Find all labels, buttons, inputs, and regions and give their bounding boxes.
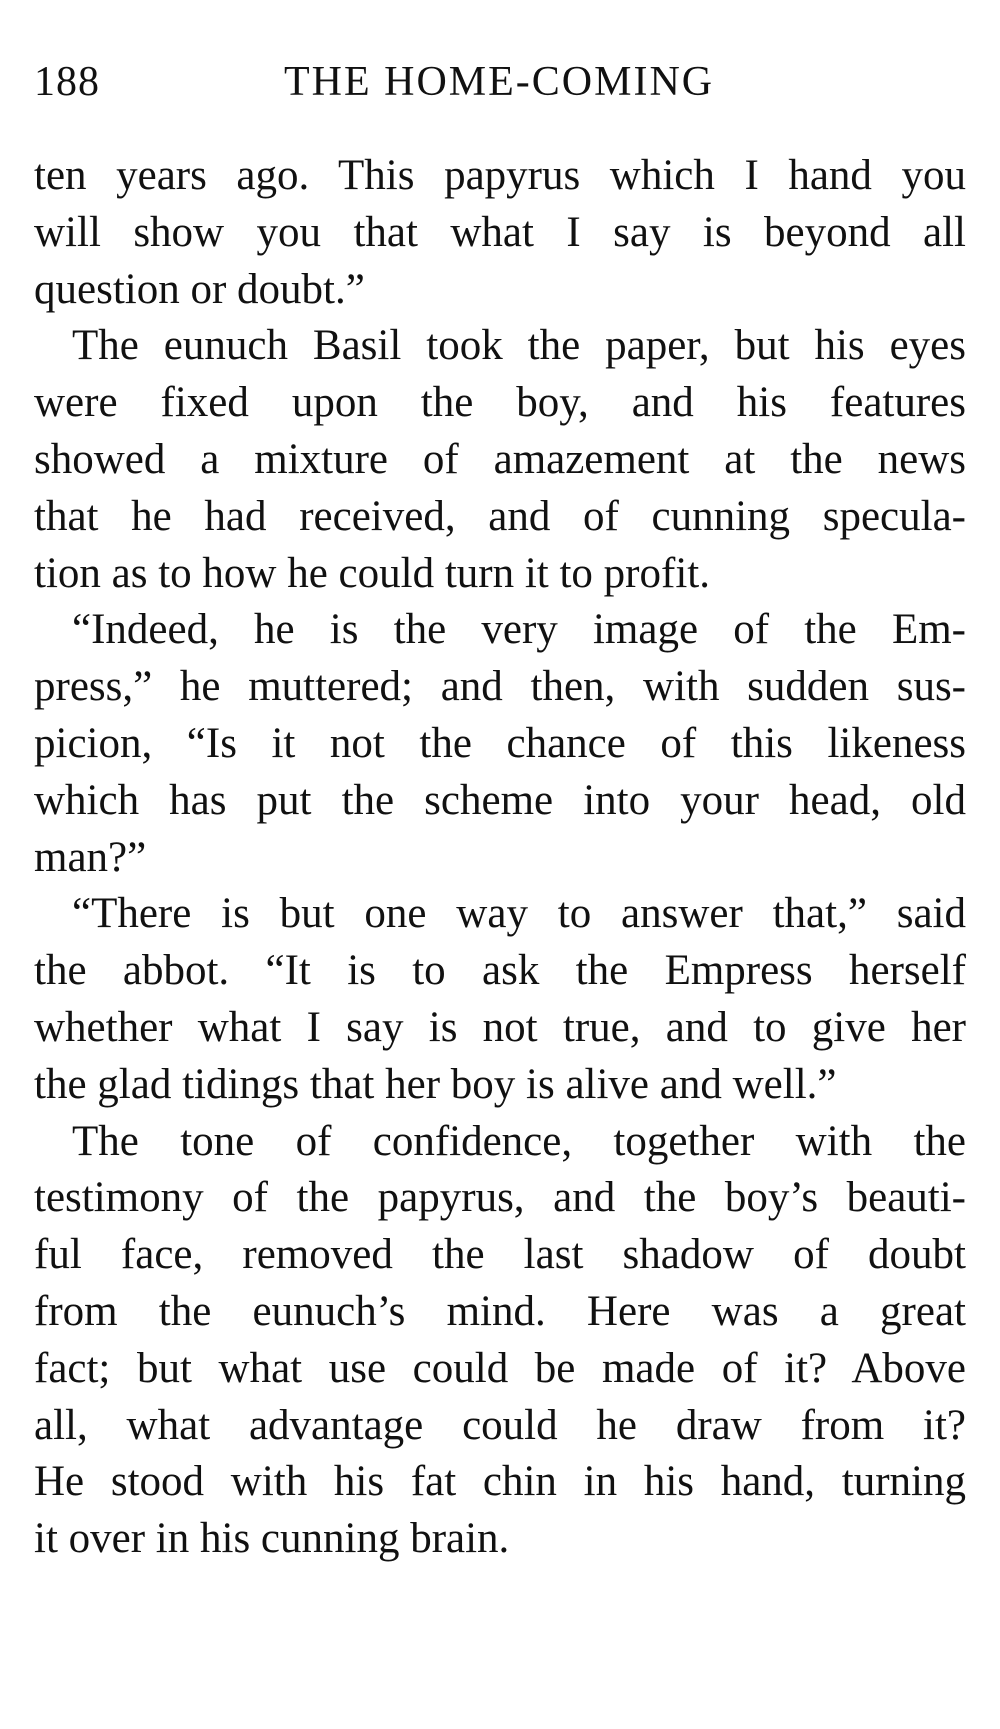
text-line: question or doubt.”: [34, 265, 365, 313]
paragraph-first-line: The eunuch Basil took the paper, but his eyes: [72, 322, 966, 370]
body-text: [34, 148, 966, 1568]
text-line: fact; but what use could be made of it? Above: [34, 1344, 966, 1392]
text-line: whether what I say is not true, and to give her: [34, 1003, 966, 1051]
paragraph-first-line: “Indeed, he is the very image of the Em-: [72, 606, 966, 654]
text-line: man?”: [34, 833, 147, 881]
paragraph-first-line: The tone of confidence, together with the: [72, 1117, 966, 1165]
text-line: the glad tidings that her boy is alive and well.”: [34, 1060, 837, 1108]
text-line: ful face, removed the last shadow of doubt: [34, 1231, 966, 1279]
running-title: THE HOME-COMING: [284, 59, 715, 105]
text-line: that he had received, and of cunning specula-: [34, 492, 966, 540]
text-line: testimony of the papyrus, and the boy’s beauti-: [34, 1174, 966, 1222]
text-line: it over in his cunning brain.: [34, 1515, 510, 1563]
paragraph-first-line: “There is but one way to answer that,” said: [72, 890, 966, 938]
text-line: from the eunuch’s mind. Here was a great: [34, 1287, 966, 1335]
text-line: which has put the scheme into your head, old: [34, 776, 966, 824]
text-line: press,” he muttered; and then, with sudden sus-: [34, 663, 966, 711]
text-line: picion, “Is it not the chance of this likeness: [34, 719, 966, 767]
text-line: will show you that what I say is beyond all: [34, 208, 966, 256]
text-line: the abbot. “It is to ask the Empress herself: [34, 947, 966, 995]
text-line: ten years ago. This papyrus which I hand you: [34, 152, 966, 199]
text-line: were fixed upon the boy, and his features: [34, 379, 966, 427]
text-line: showed a mixture of amazement at the news: [34, 435, 966, 483]
page-number: 188: [34, 59, 100, 105]
page-header: [34, 58, 734, 108]
text-line: tion as to how he could turn it to profit.: [34, 549, 710, 597]
text-line: all, what advantage could he draw from it?: [34, 1401, 966, 1449]
text-line: He stood with his fat chin in his hand, turning: [34, 1458, 966, 1506]
